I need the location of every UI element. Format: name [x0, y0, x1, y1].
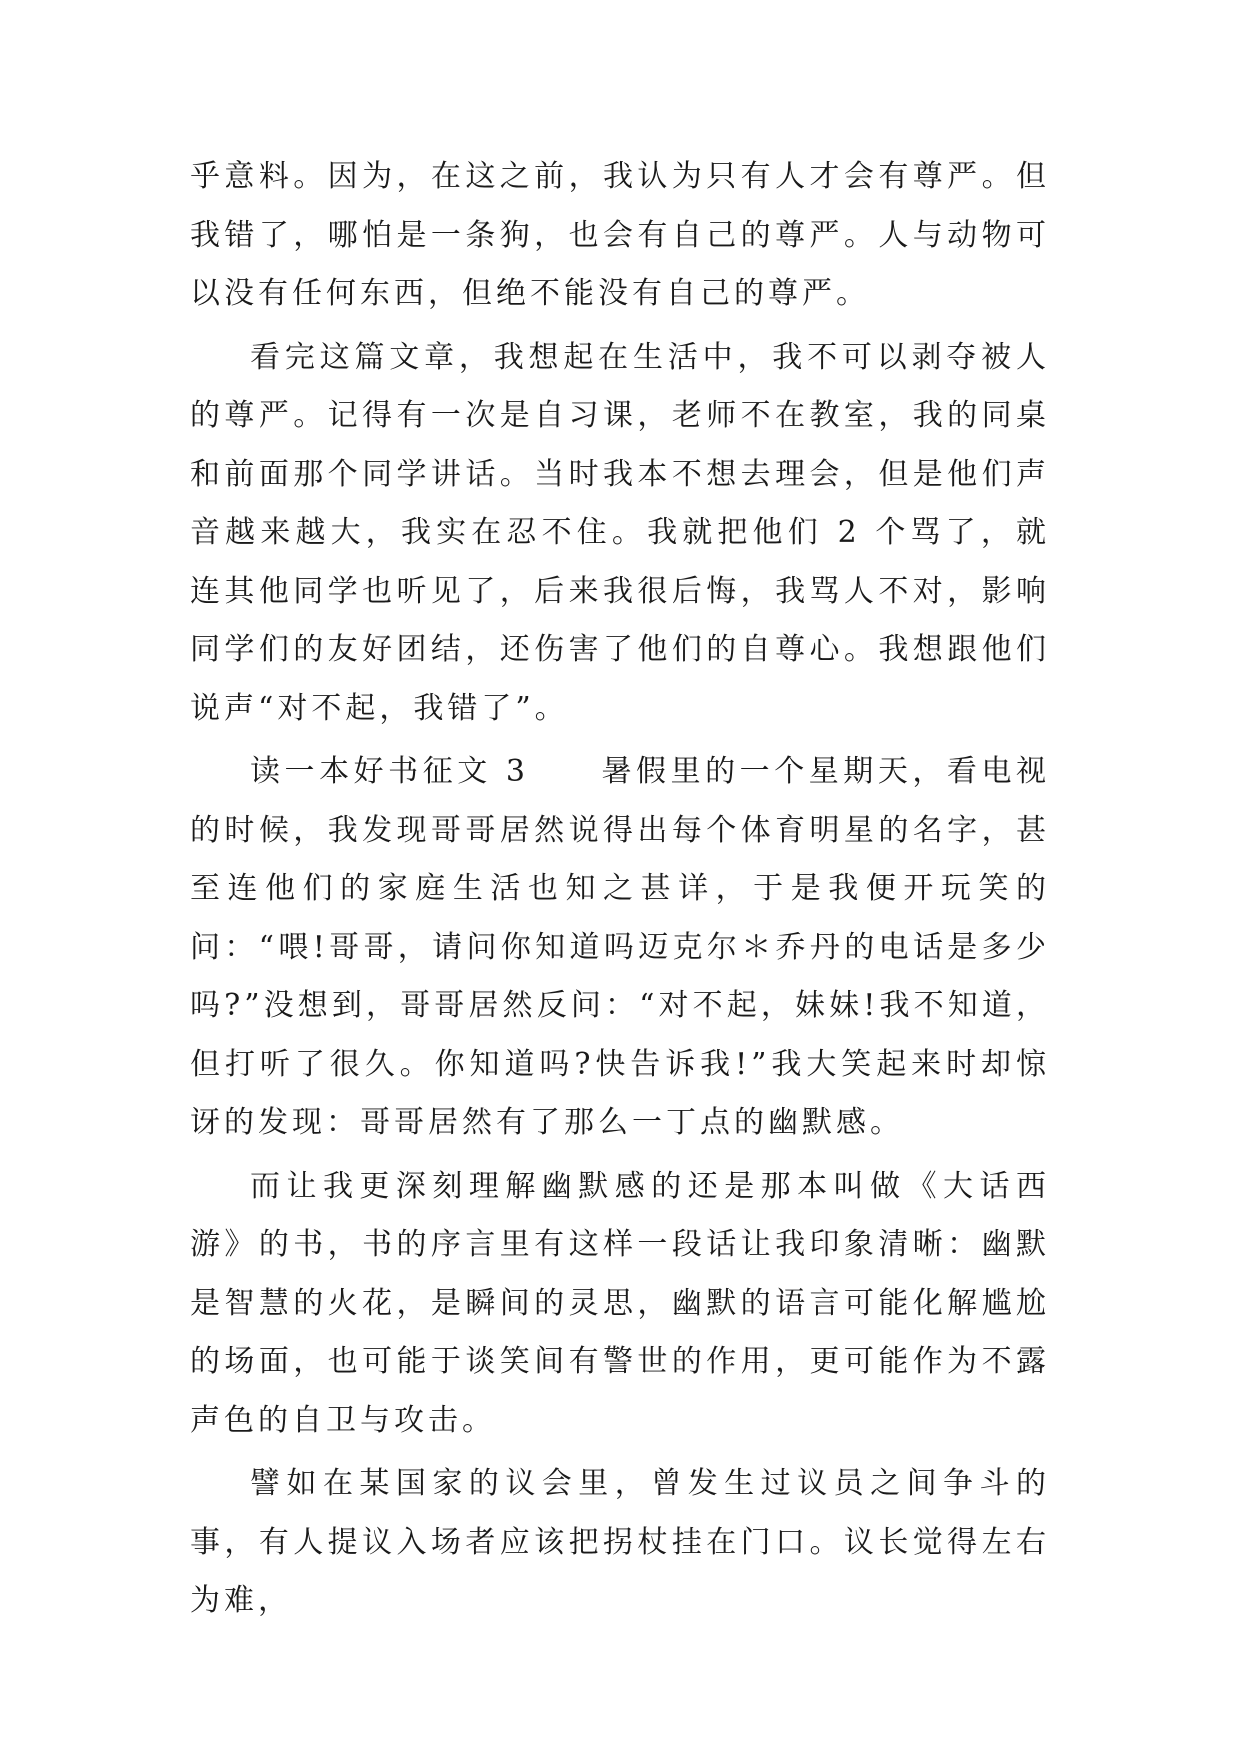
paragraph-5: 譬如在某国家的议会里，曾发生过议员之间争斗的事，有人提议入场者应该把拐杖挂在门口。议长觉得左右为难， — [190, 1466, 1050, 1618]
paragraph-2: 看完这篇文章，我想起在生活中，我不可以剥夺被人的尊严。记得有一次是自习课，老师不在教室，我的同桌和前面那个同学讲话。当时我本不想去理会，但是他们声音越来越大，我实在忍不住。我就把他们 2 个骂了，就连其他同学也听见了，后来我很后悔，我骂人不对，影响同学们的友好团结，还伤害了他们的自尊心。我想跟他们说声“对不起，我错了”。 — [190, 339, 1050, 726]
paragraph-4: 而让我更深刻理解幽默感的还是那本叫做《大话西游》的书，书的序言里有这样一段话让我印象清晰：幽默是智慧的火花，是瞬间的灵思，幽默的语言可能化解尴尬的场面，也可能于谈笑间有警世的作用，更可能作为不露声色的自卫与攻击。 — [190, 1168, 1050, 1438]
paragraph-1: 乎意料。因为，在这之前，我认为只有人才会有尊严。但我错了，哪怕是一条狗，也会有自己的尊严。人与动物可以没有任何东西，但绝不能没有自己的尊严。 — [190, 159, 1050, 311]
section-heading: 读一本好书征文 3 — [250, 754, 529, 789]
paragraph-3 — [190, 743, 1050, 1153]
document-body — [190, 148, 1050, 1631]
paragraph-3-text: 暑假里的一个星期天，看电视的时候，我发现哥哥居然说得出每个体育明星的名字，甚至连他们的家庭生活也知之甚详，于是我便开玩笑的问：“喂!哥哥，请问你知道吗迈克尔＊乔丹的电话是多少吗?”没想到，哥哥居然反问：“对不起，妹妹!我不知道，但打听了很久。你知道吗?快告诉我!”我大笑起来时却惊讶的发现：哥哥居然有了那么一丁点的幽默感。 — [190, 754, 1051, 1140]
